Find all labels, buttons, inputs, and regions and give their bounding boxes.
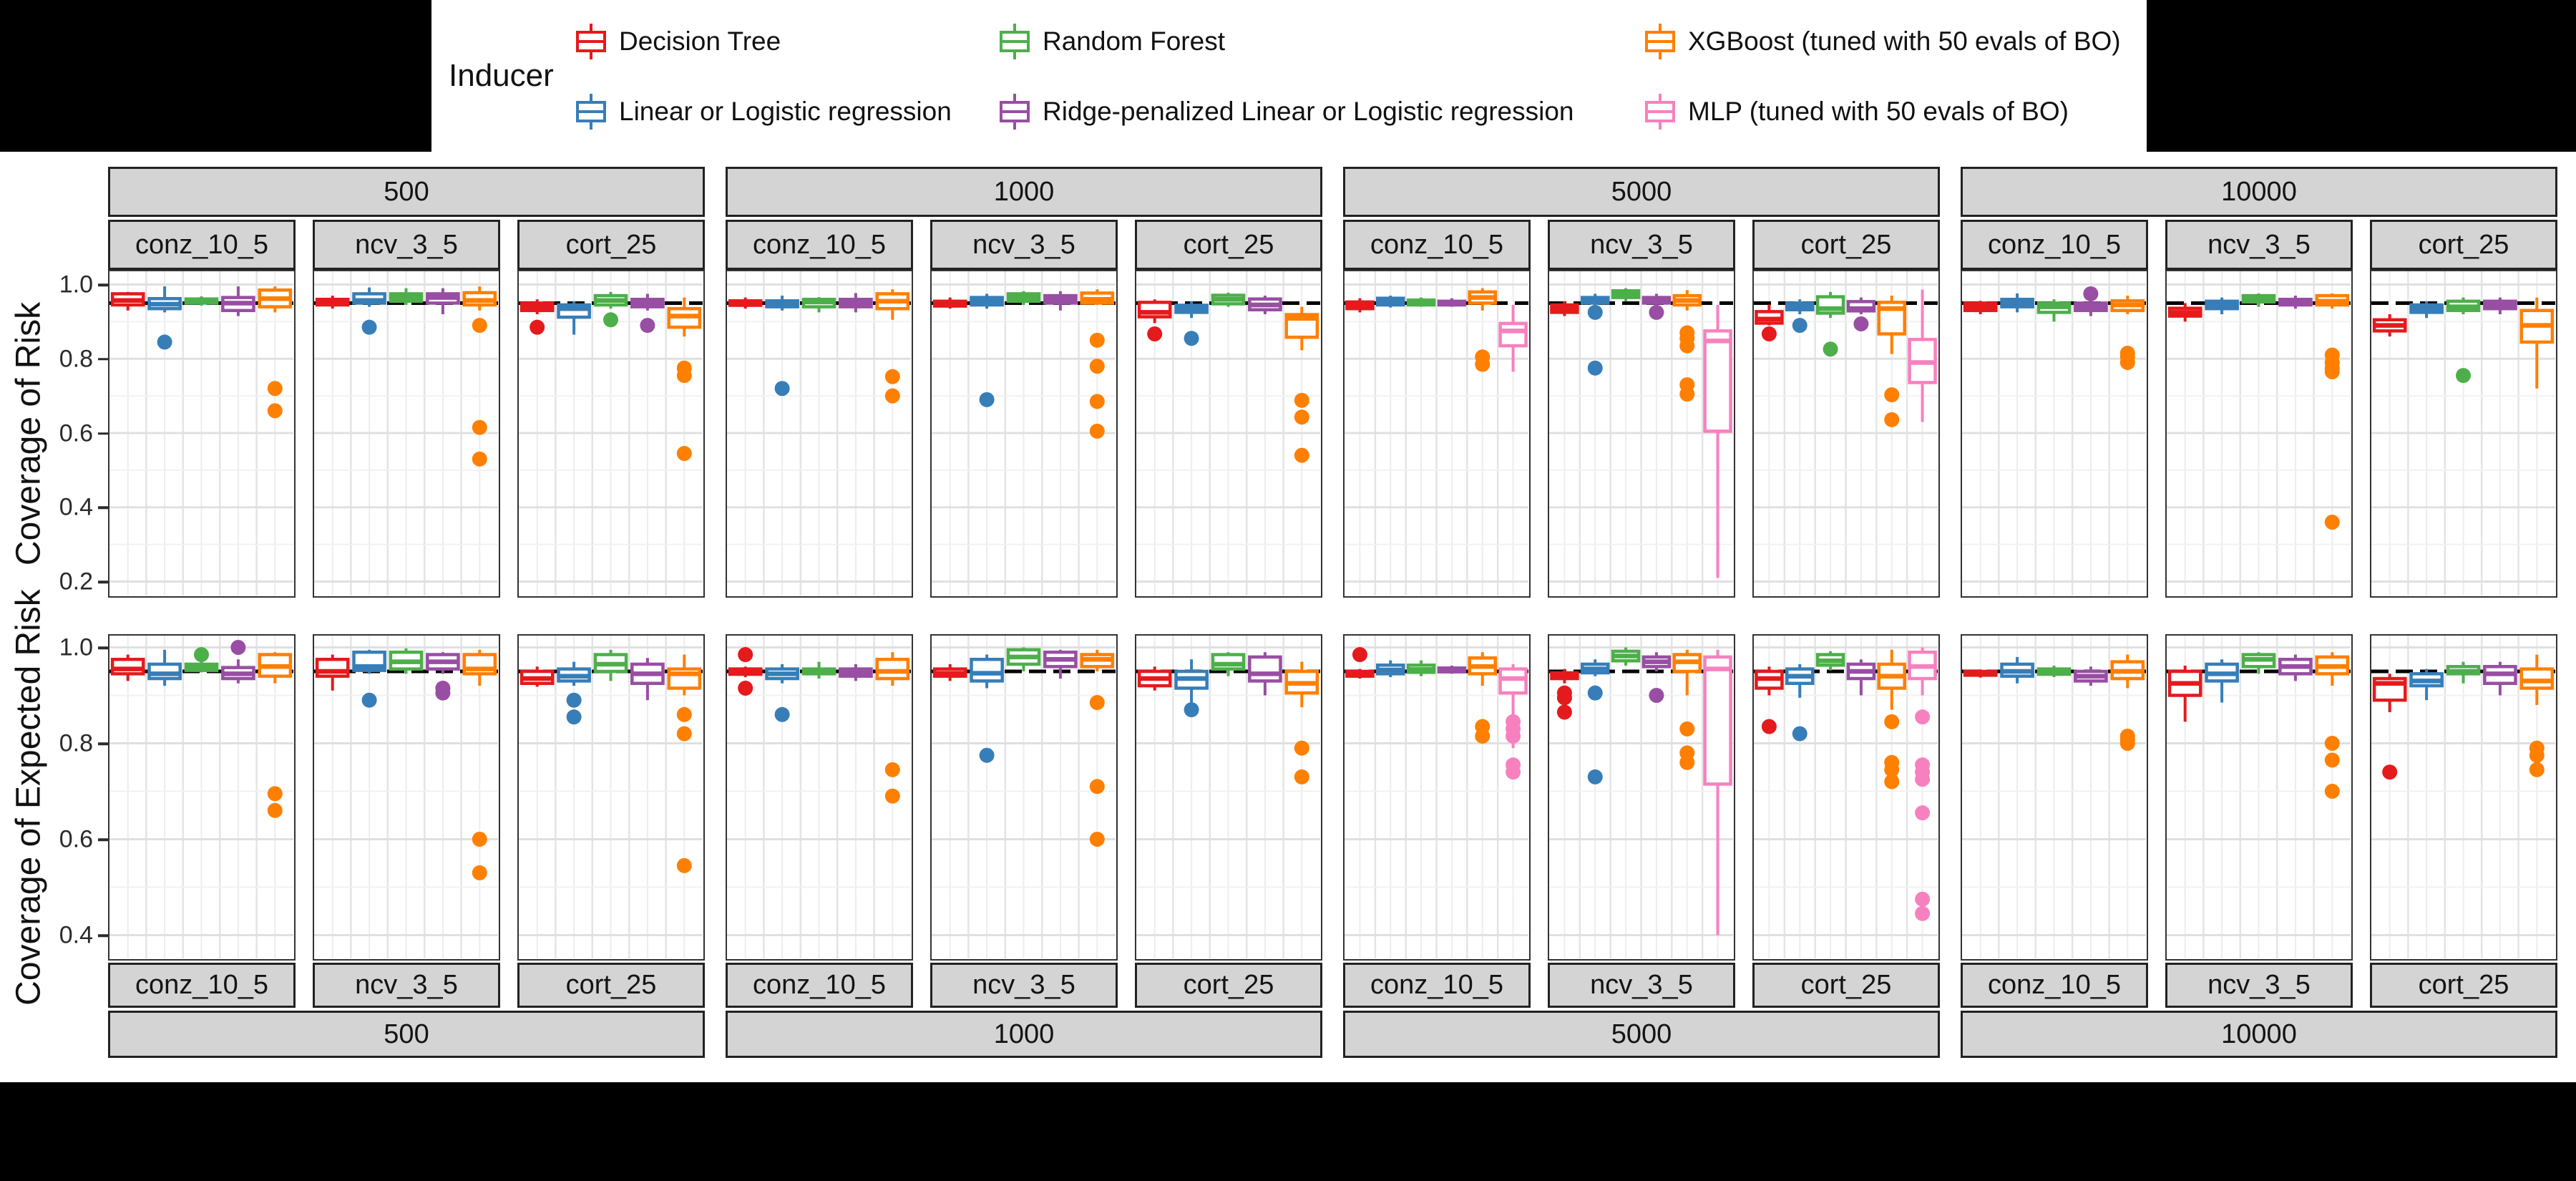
outlier-point [2083,286,2098,301]
panel-plot-area [1549,271,1733,596]
outlier-point [157,334,172,349]
panel-plot-area [2167,271,2351,596]
panel-plot-area [2167,636,2351,958]
y-tick-mark [98,283,108,286]
outlier-point [1649,688,1664,703]
y-tick-mark [98,358,108,361]
box-random-forest [391,288,421,305]
outlier-point [435,686,450,701]
box-decision-tree [1139,666,1170,691]
panel-risk-5000-conz_10_5 [1343,270,1531,598]
outlier-point [1588,769,1603,784]
box-linear-or-logistic-regression [1377,661,1403,677]
outlier-point [885,369,900,384]
y-tick-mark [98,507,108,510]
outlier-point [640,318,655,333]
bottom-letterbox-band [0,1082,2576,1181]
panel-plot-area [1136,271,1320,596]
panel-expected-risk-10000-cort_25 [2370,634,2557,961]
panel-expected-risk-1000-cort_25 [1135,634,1322,961]
facet-strip-scheme-cort_25-bottom: cort_25 [517,963,705,1008]
panel-plot-area [932,271,1116,596]
facet-strip-scheme-conz_10_5-bottom: conz_10_5 [108,963,296,1008]
box-ridge-penalized-linear-or-logistic-regression [840,664,871,681]
boxplot-key-icon [998,92,1031,132]
box-ridge-penalized-linear-or-logistic-regression [2280,655,2311,681]
facet-strip-size-500-bottom: 500 [108,1011,705,1058]
outlier-point [1090,394,1105,409]
y-tick-label: 0.8 [59,345,93,373]
legend-item-label: MLP (tuned with 50 evals of BO) [1688,97,2069,126]
panel-risk-10000-conz_10_5 [1961,270,2148,598]
legend-item-label: XGBoost (tuned with 50 evals of BO) [1688,26,2121,56]
box-linear-or-logistic-regression [2002,293,2033,312]
outlier-point [1294,393,1309,408]
outlier-point [472,865,487,880]
facet-strip-size-500-top: 500 [108,167,705,217]
box-mlp-tuned-with-50-evals-of-bo [1910,290,1936,422]
box-linear-or-logistic-regression [2207,298,2238,314]
facet-strip-scheme-ncv_3_5-top: ncv_3_5 [313,220,500,270]
box-decision-tree [2374,314,2405,336]
facet-strip-scheme-cort_25-top: cort_25 [2370,220,2557,270]
outlier-point [1184,331,1199,346]
panel-risk-500-ncv_3_5 [313,270,500,598]
legend-item-label: Linear or Logistic regression [619,97,952,126]
outlier-point [1762,719,1777,734]
outlier-point [1588,686,1603,701]
outlier-point [230,640,245,655]
boxplot-key-icon [1644,21,1677,62]
outlier-point [194,647,209,662]
box-random-forest [186,647,217,672]
box-ridge-penalized-linear-or-logistic-regression [427,288,458,314]
outlier-point [268,803,283,818]
panel-expected-risk-500-ncv_3_5 [313,634,500,961]
outlier-point [2382,764,2397,779]
outlier-point [677,726,692,742]
y-tick-mark [98,580,108,583]
box-linear-or-logistic-regression [559,662,590,725]
y-tick-label: 1.0 [59,633,93,661]
outlier-point [2529,762,2545,777]
outlier-point [1090,695,1105,710]
outlier-point [1884,714,1899,729]
outlier-point [2325,515,2340,530]
box-linear-or-logistic-regression [559,301,590,335]
outlier-point [1884,387,1899,402]
outlier-point [2325,736,2340,751]
facet-strip-scheme-cort_25-top: cort_25 [1752,220,1940,270]
outlier-point [1506,764,1521,779]
outlier-point [1915,709,1930,724]
outlier-point [1294,448,1309,463]
outlier-point [1352,647,1367,662]
legend-item-ridge-penalized-linear-or-logistic-regression [998,92,1574,132]
panel-risk-10000-ncv_3_5 [2165,270,2353,598]
box-ridge-penalized-linear-or-logistic-regression [1644,293,1669,319]
box-decision-tree [730,298,761,309]
outlier-point [1588,361,1603,376]
box-decision-tree [935,664,965,681]
box-decision-tree [730,647,761,696]
box-random-forest [1008,648,1039,672]
box-random-forest [1613,288,1639,301]
outlier-point [603,312,618,327]
panel-plot-area [109,636,293,958]
facet-strip-scheme-cort_25-bottom: cort_25 [1135,963,1322,1008]
facet-strip-scheme-cort_25-top: cort_25 [517,220,705,270]
outlier-point [1884,412,1899,427]
legend-item-label: Random Forest [1043,26,1225,56]
box-decision-tree [1965,669,1996,677]
box-ridge-penalized-linear-or-logistic-regression [840,293,871,312]
outlier-point [2120,736,2135,751]
outlier-point [2529,748,2545,763]
box-ridge-penalized-linear-or-logistic-regression [223,286,253,316]
outlier-point [1557,690,1572,705]
outlier-point [1884,774,1899,789]
box-decision-tree [317,655,348,691]
box-linear-or-logistic-regression [150,650,180,686]
box-random-forest [2039,299,2069,321]
outlier-point [1679,387,1694,402]
outlier-point [1294,741,1309,756]
y-tick-label: 0.2 [59,568,93,596]
box-ridge-penalized-linear-or-logistic-regression [2280,296,2311,308]
outlier-point [268,403,283,418]
outlier-point [1915,906,1930,921]
box-ridge-penalized-linear-or-logistic-regression [2484,298,2515,314]
y-tick-mark [98,742,108,745]
box-decision-tree [935,298,965,309]
panel-plot-area [519,271,703,596]
outlier-point [775,707,790,722]
panel-plot-area [519,636,703,958]
panel-risk-5000-ncv_3_5 [1548,270,1735,598]
box-linear-or-logistic-regression [2207,659,2238,702]
panel-expected-risk-1000-ncv_3_5 [930,634,1118,961]
outlier-point [1649,305,1664,320]
panel-risk-1000-ncv_3_5 [930,270,1118,598]
outlier-point [472,452,487,467]
facet-strip-scheme-cort_25-top: cort_25 [1135,220,1322,270]
outlier-point [1090,333,1105,348]
facet-strip-scheme-conz_10_5-bottom: conz_10_5 [1961,963,2148,1008]
box-random-forest [1213,293,1244,307]
facet-strip-scheme-conz_10_5-bottom: conz_10_5 [1343,963,1531,1008]
box-mlp-tuned-with-50-evals-of-bo [1705,305,1731,578]
box-mlp-tuned-with-50-evals-of-bo [1705,650,1731,935]
panel-plot-area [314,271,498,596]
box-ridge-penalized-linear-or-logistic-regression [1045,650,1075,679]
panel-plot-area [1962,271,2146,596]
facet-strip-size-1000-top: 1000 [726,167,1322,217]
panel-plot-area [727,271,911,596]
outlier-point [1915,892,1930,907]
panel-expected-risk-5000-ncv_3_5 [1548,634,1735,961]
outlier-point [472,832,487,847]
y-axis-title-expected-risk: Coverage of Expected Risk [9,589,48,1006]
outlier-point [775,381,790,396]
outlier-point [677,858,692,873]
box-random-forest [2039,666,2069,677]
legend-item-label: Decision Tree [619,26,781,56]
box-decision-tree [2170,303,2200,321]
y-tick-label: 0.4 [59,493,93,521]
outlier-point [980,392,995,407]
outlier-point [1184,702,1199,717]
facet-strip-scheme-ncv_3_5-bottom: ncv_3_5 [1548,963,1735,1008]
outlier-point [677,368,692,383]
outlier-point [2456,368,2471,383]
box-decision-tree [1139,299,1170,341]
outlier-point [1294,769,1309,784]
box-ridge-penalized-linear-or-logistic-regression [632,658,663,700]
box-linear-or-logistic-regression [1176,659,1207,717]
box-linear-or-logistic-regression [2411,301,2442,318]
panel-plot-area [1345,636,1528,958]
panel-risk-500-cort_25 [517,270,705,598]
box-ridge-penalized-linear-or-logistic-regression [1249,296,1280,314]
outlier-point [567,709,582,724]
panel-plot-area [1754,271,1938,596]
box-ridge-penalized-linear-or-logistic-regression [1439,666,1465,674]
box-ridge-penalized-linear-or-logistic-regression [1249,652,1280,695]
panel-plot-area [109,271,293,596]
outlier-point [472,420,487,435]
box-xgboost-tuned-with-50-evals-of-bo [1879,650,1905,789]
facet-strip-scheme-ncv_3_5-bottom: ncv_3_5 [2165,963,2353,1008]
facet-strip-size-1000-bottom: 1000 [726,1011,1322,1058]
legend-item-mlp-tuned-with-50-evals-of-bo [1644,92,2069,132]
outlier-point [1853,316,1868,331]
facet-strip-size-10000-top: 10000 [1961,167,2557,217]
panel-expected-risk-5000-cort_25 [1752,634,1940,961]
panel-expected-risk-1000-conz_10_5 [726,634,913,961]
box-decision-tree [112,655,143,681]
y-tick-mark [98,646,108,649]
outlier-point [268,381,283,396]
outlier-point [1792,726,1807,742]
box-random-forest [804,297,834,312]
legend-item-label: Ridge-penalized Linear or Logistic regression [1043,97,1574,126]
legend [431,0,2147,152]
box-decision-tree [1551,301,1577,316]
outlier-point [362,320,377,335]
box-random-forest [804,662,834,679]
legend-item-decision-tree [575,21,781,62]
outlier-point [677,707,692,722]
facet-strip-scheme-ncv_3_5-bottom: ncv_3_5 [313,963,500,1008]
outlier-point [2325,784,2340,799]
panel-plot-area [1754,636,1938,958]
panel-plot-area [1549,636,1733,958]
legend-item-linear-or-logistic-regression [575,92,952,132]
facet-strip-scheme-conz_10_5-top: conz_10_5 [726,220,913,270]
facet-strip-scheme-conz_10_5-top: conz_10_5 [1961,220,2148,270]
legend-title: Inducer [449,58,554,93]
box-mlp-tuned-with-50-evals-of-bo [1501,664,1526,779]
panel-plot-area [2371,271,2555,596]
box-ridge-penalized-linear-or-logistic-regression [1848,659,1874,695]
outlier-point [1762,326,1777,341]
outlier-point [1475,729,1490,744]
panel-expected-risk-10000-conz_10_5 [1961,634,2148,961]
outlier-point [1090,424,1105,439]
outlier-point [2120,355,2135,370]
outlier-point [1090,359,1105,374]
panel-risk-500-conz_10_5 [108,270,296,598]
outlier-point [738,681,753,696]
outlier-point [1679,339,1694,354]
panel-plot-area [727,636,911,958]
box-ridge-penalized-linear-or-logistic-regression [2075,286,2106,316]
legend-item-random-forest [998,21,1225,62]
outlier-point [1792,318,1807,333]
outlier-point [1557,704,1572,719]
box-random-forest [391,648,421,674]
outlier-point [1915,805,1930,820]
outlier-point [2325,752,2340,767]
outlier-point [567,693,582,708]
y-tick-label: 0.4 [59,921,93,949]
facet-strip-size-5000-bottom: 5000 [1343,1011,1940,1058]
panel-plot-area [1136,636,1320,958]
panel-plot-area [2371,636,2555,958]
outlier-point [885,789,900,804]
outlier-point [472,318,487,333]
y-tick-label: 0.6 [59,419,93,447]
box-random-forest [1818,651,1843,671]
box-random-forest [186,296,217,306]
box-ridge-penalized-linear-or-logistic-regression [1045,291,1075,311]
outlier-point [1823,341,1838,356]
box-mlp-tuned-with-50-evals-of-bo [1501,305,1526,371]
box-random-forest [1613,648,1639,666]
facet-strip-scheme-ncv_3_5-bottom: ncv_3_5 [930,963,1118,1008]
y-tick-mark [98,432,108,435]
outlier-point [530,320,545,335]
outlier-point [1588,305,1603,320]
outlier-point [1090,832,1105,847]
panel-plot-area [1962,636,2146,958]
outlier-point [1147,326,1162,341]
facet-strip-scheme-conz_10_5-top: conz_10_5 [1343,220,1531,270]
outlier-point [268,786,283,801]
y-tick-mark [98,838,108,841]
box-xgboost-tuned-with-50-evals-of-bo [2522,298,2552,389]
y-tick-label: 1.0 [59,271,93,298]
outlier-point [362,693,377,708]
box-xgboost-tuned-with-50-evals-of-bo [1674,290,1700,402]
panel-risk-1000-cort_25 [1135,270,1322,598]
outlier-point [1679,721,1694,737]
panel-expected-risk-500-conz_10_5 [108,634,296,961]
y-axis-title-risk: Coverage of Risk [9,301,48,566]
box-decision-tree [317,296,348,308]
boxplot-key-icon [575,92,608,132]
box-linear-or-logistic-regression [1377,296,1403,308]
box-random-forest [1408,298,1434,307]
facet-strip-scheme-ncv_3_5-top: ncv_3_5 [930,220,1118,270]
panel-risk-5000-cort_25 [1752,270,1940,598]
box-ridge-penalized-linear-or-logistic-regression [1439,298,1465,307]
outlier-point [677,446,692,461]
panel-expected-risk-10000-ncv_3_5 [2165,634,2353,961]
outlier-point [1679,755,1694,770]
outlier-point [1294,409,1309,424]
boxplot-key-icon [1644,92,1677,132]
y-tick-label: 0.6 [59,825,93,853]
facet-strip-scheme-ncv_3_5-top: ncv_3_5 [1548,220,1735,270]
box-ridge-penalized-linear-or-logistic-regression [2484,662,2515,696]
legend-item-xgboost-tuned-with-50-evals-of-bo [1644,21,2121,62]
box-decision-tree [1965,301,1996,314]
boxplot-key-icon [998,21,1031,62]
outlier-point [885,389,900,404]
panel-risk-1000-conz_10_5 [726,270,913,598]
facet-strip-size-5000-top: 5000 [1343,167,1940,217]
outlier-point [1915,772,1930,787]
facet-strip-scheme-conz_10_5-top: conz_10_5 [108,220,296,270]
box-decision-tree [1347,298,1372,313]
boxplot-key-icon [575,21,608,62]
box-random-forest [595,650,626,681]
outlier-point [1090,779,1105,794]
facet-strip-scheme-ncv_3_5-top: ncv_3_5 [2165,220,2353,270]
outlier-point [738,647,753,662]
panel-expected-risk-500-cort_25 [517,634,705,961]
box-ridge-penalized-linear-or-logistic-regression [2075,666,2106,686]
panel-plot-area [1345,271,1528,596]
facet-strip-size-10000-bottom: 10000 [1961,1011,2557,1058]
panel-expected-risk-5000-conz_10_5 [1343,634,1531,961]
box-linear-or-logistic-regression [2002,657,2033,684]
outlier-point [980,748,995,763]
box-decision-tree [1551,669,1577,720]
y-tick-mark [98,934,108,937]
facet-strip-scheme-cort_25-bottom: cort_25 [1752,963,1940,1008]
facet-strip-scheme-cort_25-bottom: cort_25 [2370,963,2557,1008]
outlier-point [1506,729,1521,744]
box-random-forest [2448,662,2479,684]
y-tick-label: 0.8 [59,729,93,757]
box-decision-tree [1756,305,1782,341]
panel-plot-area [932,636,1116,958]
facet-strip-scheme-conz_10_5-bottom: conz_10_5 [726,963,913,1008]
outlier-point [2325,364,2340,379]
panel-plot-area [314,636,498,958]
outlier-point [1475,357,1490,372]
box-decision-tree [112,292,143,311]
outlier-point [885,762,900,777]
box-decision-tree [2170,666,2200,721]
box-random-forest [1408,661,1434,676]
panel-risk-10000-cort_25 [2370,270,2557,598]
